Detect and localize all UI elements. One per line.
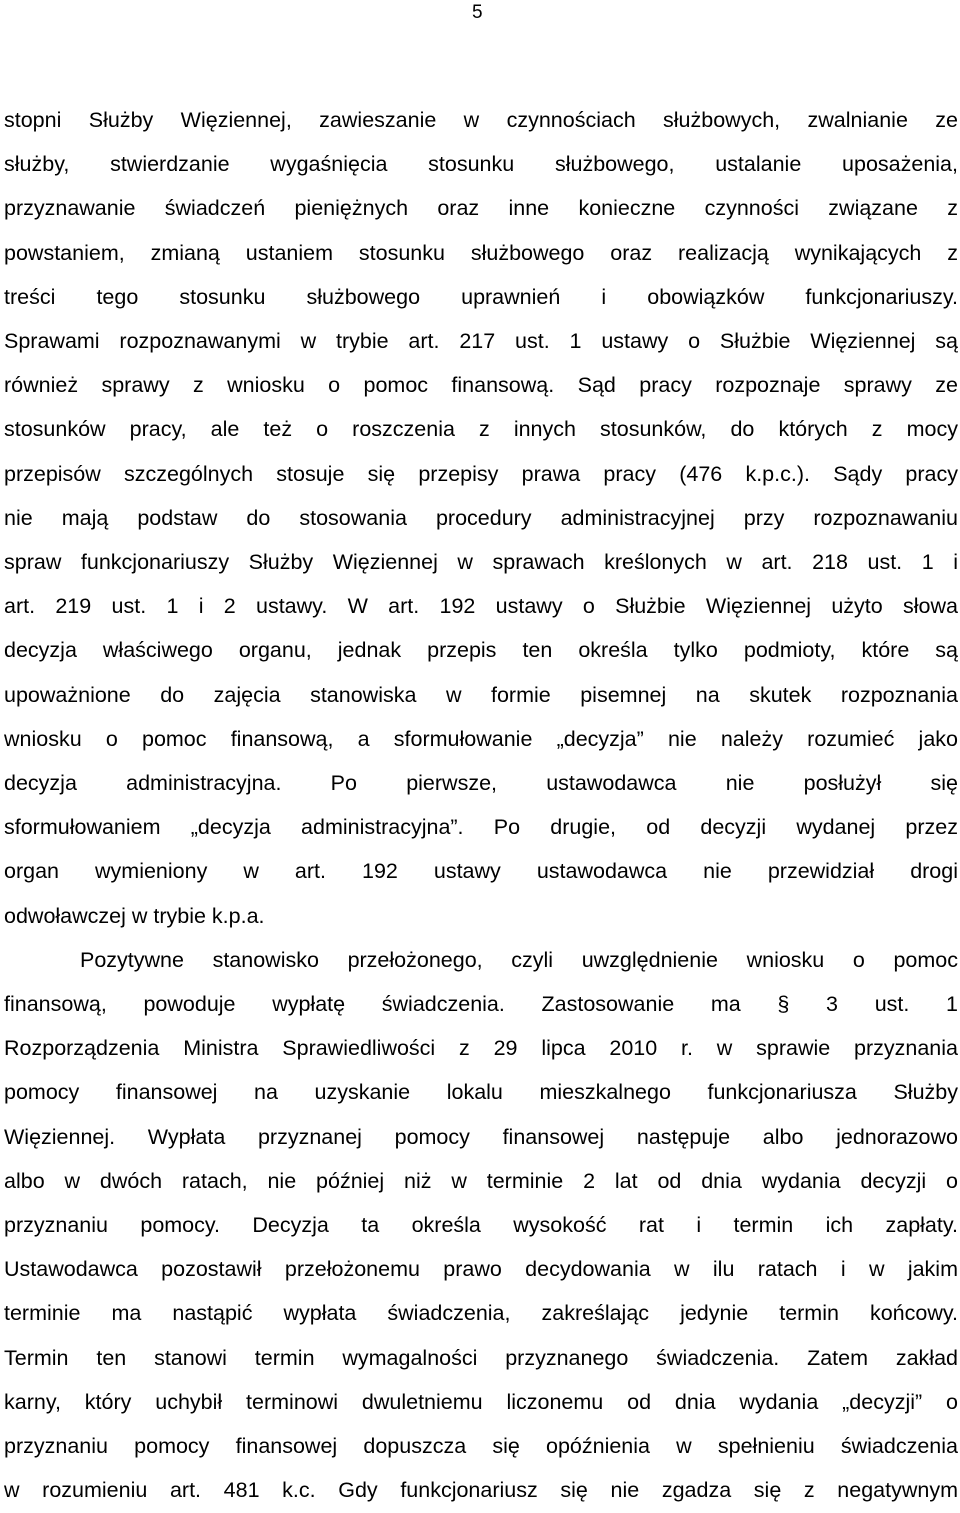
text-line: służby, stwierdzanie wygaśnięcia stosunku służbowego, ustalanie uposażenia, — [4, 152, 958, 177]
paragraph — [4, 98, 958, 938]
text-line: odwoławczej w trybie k.p.a. — [4, 903, 265, 928]
text-line: powstaniem, zmianą ustaniem stosunku służbowego oraz realizacją wynikających z — [4, 240, 958, 265]
text-line: decyzja administracyjna. Po pierwsze, ustawodawca nie posłużył się — [4, 771, 958, 796]
text-line: finansową, powoduje wypłatę świadczenia. Zastosowanie ma § 3 ust. 1 — [4, 992, 958, 1017]
text-line: Pozytywne stanowisko przełożonego, czyli uwzględnienie wniosku o pomoc — [80, 947, 958, 972]
page-number: 5 — [472, 2, 483, 23]
text-line: również sprawy z wniosku o pomoc finansową. Sąd pracy rozpoznaje sprawy ze — [4, 373, 958, 398]
text-line: sformułowaniem „decyzja administracyjna”. Po drugie, od decyzji wydanej przez — [4, 815, 958, 840]
text-line: spraw funkcjonariuszy Służby Więziennej w sprawach kreślonych w art. 218 ust. 1 i — [4, 550, 958, 575]
text-line: nie mają podstaw do stosowania procedury administracyjnej przy rozpoznawaniu — [4, 505, 958, 530]
text-line: Rozporządzenia Ministra Sprawiedliwości z 29 lipca 2010 r. w sprawie przyznania — [4, 1036, 958, 1061]
text-line: Więziennej. Wypłata przyznanej pomocy finansowej następuje albo jednorazowo — [4, 1124, 958, 1149]
text-line: karny, który uchybił terminowi dwuletniemu liczonemu od dnia wydania „decyzji” o — [4, 1389, 958, 1414]
text-line: stopni Służby Więziennej, zawieszanie w czynnościach służbowych, zwalnianie ze — [4, 108, 958, 132]
text-line: przyznaniu pomocy. Decyzja ta określa wysokość rat i termin ich zapłaty. — [4, 1213, 958, 1238]
text-line: Termin ten stanowi termin wymagalności przyznanego świadczenia. Zatem zakład — [4, 1345, 958, 1370]
document-body — [4, 98, 958, 1513]
text-line: przepisów szczególnych stosuje się przepisy prawa pracy (476 k.p.c.). Sądy pracy — [4, 461, 958, 486]
text-line: Sprawami rozpoznawanymi w trybie art. 217 ust. 1 ustawy o Służbie Więziennej są — [4, 329, 958, 354]
text-line: upoważnione do zajęcia stanowiska w formie pisemnej na skutek rozpoznania — [4, 682, 958, 707]
text-line: pomocy finansowej na uzyskanie lokalu mieszkalnego funkcjonariusza Służby — [4, 1080, 958, 1105]
text-line: treści tego stosunku służbowego uprawnień i obowiązków funkcjonariuszy. — [4, 284, 958, 309]
text-line: organ wymieniony w art. 192 ustawy ustawodawca nie przewidział drogi — [4, 859, 958, 884]
text-line: przyznawanie świadczeń pieniężnych oraz inne konieczne czynności związane z — [4, 196, 958, 221]
text-line: albo w dwóch ratach, nie później niż w terminie 2 lat od dnia wydania decyzji o — [4, 1168, 958, 1193]
paragraph — [4, 938, 958, 1513]
text-line: decyzja właściwego organu, jednak przepis ten określa tylko podmioty, które są — [4, 638, 958, 663]
text-line: wniosku o pomoc finansową, a sformułowanie „decyzja” nie należy rozumieć jako — [4, 726, 958, 751]
text-line: Ustawodawca pozostawił przełożonemu prawo decydowania w ilu ratach i w jakim — [4, 1257, 958, 1282]
text-line: przyznaniu pomocy finansowej dopuszcza się opóźnienia w spełnieniu świadczenia — [4, 1434, 958, 1459]
text-line: terminie ma nastąpić wypłata świadczenia, zakreślając jedynie termin końcowy. — [4, 1301, 958, 1326]
text-line: stosunków pracy, ale też o roszczenia z innych stosunków, do których z mocy — [4, 417, 958, 442]
text-line: w rozumieniu art. 481 k.c. Gdy funkcjonariusz się nie zgadza się z negatywnym — [4, 1478, 958, 1503]
text-line: art. 219 ust. 1 i 2 ustawy. W art. 192 ustawy o Służbie Więziennej użyto słowa — [4, 594, 958, 619]
